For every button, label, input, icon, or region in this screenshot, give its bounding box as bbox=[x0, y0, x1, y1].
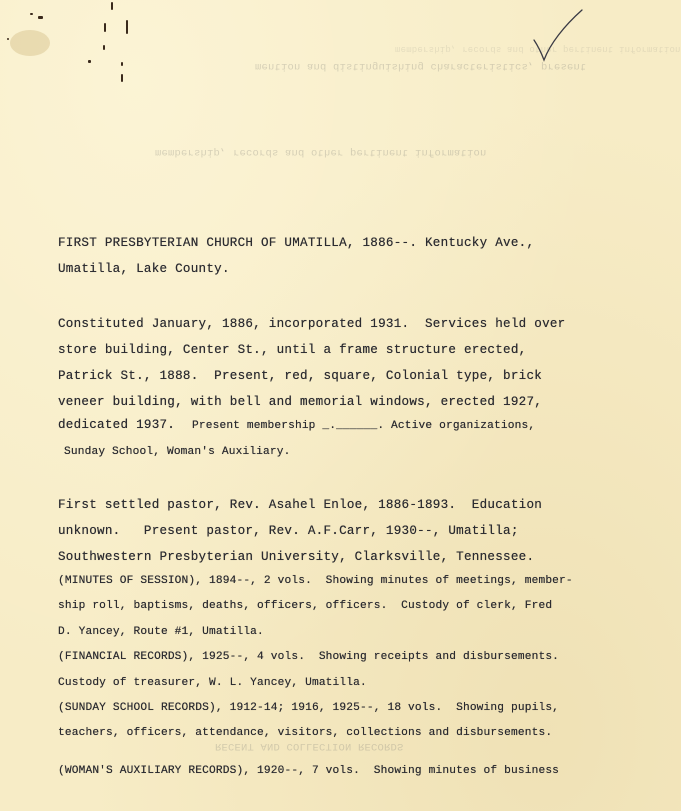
record-line: D. Yancey, Route #1, Umatilla. bbox=[58, 626, 264, 638]
history-line: Patrick St., 1888. Present, red, square, Colonial type, brick bbox=[58, 369, 543, 383]
bleed-through-text: mention and distinguishing characteristics, present bbox=[255, 60, 587, 72]
staple-mark bbox=[121, 62, 123, 66]
staple-mark bbox=[111, 2, 113, 10]
staple-mark bbox=[88, 60, 91, 63]
record-line: Custody of treasurer, W. L. Yancey, Umatilla. bbox=[58, 677, 367, 689]
pastor-line: unknown. Present pastor, Rev. A.F.Carr, 1930--, Umatilla; bbox=[58, 524, 519, 538]
bleed-through-text: RECENT AND COLLECTION RECORDS bbox=[215, 740, 404, 752]
pastor-line: First settled pastor, Rev. Asahel Enloe, 1886-1893. Education bbox=[58, 498, 543, 512]
staple-mark bbox=[7, 38, 9, 40]
paper-stain bbox=[10, 30, 50, 56]
record-line: (WOMAN'S AUXILIARY RECORDS), 1920--, 7 vols. Showing minutes of business bbox=[58, 765, 560, 777]
staple-mark bbox=[103, 45, 105, 50]
organizations-line: Sunday School, Woman's Auxiliary. bbox=[64, 446, 291, 458]
staple-mark bbox=[30, 13, 33, 15]
pastor-line: Southwestern Presbyterian University, Clarksville, Tennessee. bbox=[58, 550, 535, 564]
record-line: (MINUTES OF SESSION), 1894--, 2 vols. Showing minutes of meetings, member- bbox=[58, 575, 573, 587]
staple-mark bbox=[126, 20, 128, 34]
staple-mark bbox=[104, 23, 106, 32]
membership-line: Present membership _.______. Active organizations, bbox=[192, 420, 536, 432]
bleed-through-text: membership, records and other pertinent information bbox=[395, 44, 681, 54]
staple-mark bbox=[38, 16, 43, 19]
staple-mark bbox=[121, 74, 123, 82]
history-line: store building, Center St., until a frame structure erected, bbox=[58, 343, 527, 357]
church-location-line: Umatilla, Lake County. bbox=[58, 262, 230, 276]
history-line: Constituted January, 1886, incorporated 1931. Services held over bbox=[58, 317, 566, 331]
record-line: ship roll, baptisms, deaths, officers, officers. Custody of clerk, Fred bbox=[58, 600, 553, 612]
record-line: (SUNDAY SCHOOL RECORDS), 1912-14; 1916, 1925--, 18 vols. Showing pupils, bbox=[58, 702, 560, 714]
record-line: (FINANCIAL RECORDS), 1925--, 4 vols. Showing receipts and disbursements. bbox=[58, 651, 560, 663]
history-line: dedicated 1937. bbox=[58, 418, 176, 432]
record-line: teachers, officers, attendance, visitors, collections and disbursements. bbox=[58, 727, 553, 739]
history-line: veneer building, with bell and memorial windows, erected 1927, bbox=[58, 395, 543, 409]
church-title-line: FIRST PRESBYTERIAN CHURCH OF UMATILLA, 1886--. Kentucky Ave., bbox=[58, 236, 535, 250]
bleed-through-text: membership, records and other pertinent information bbox=[155, 146, 487, 158]
check-mark-icon bbox=[530, 6, 586, 66]
